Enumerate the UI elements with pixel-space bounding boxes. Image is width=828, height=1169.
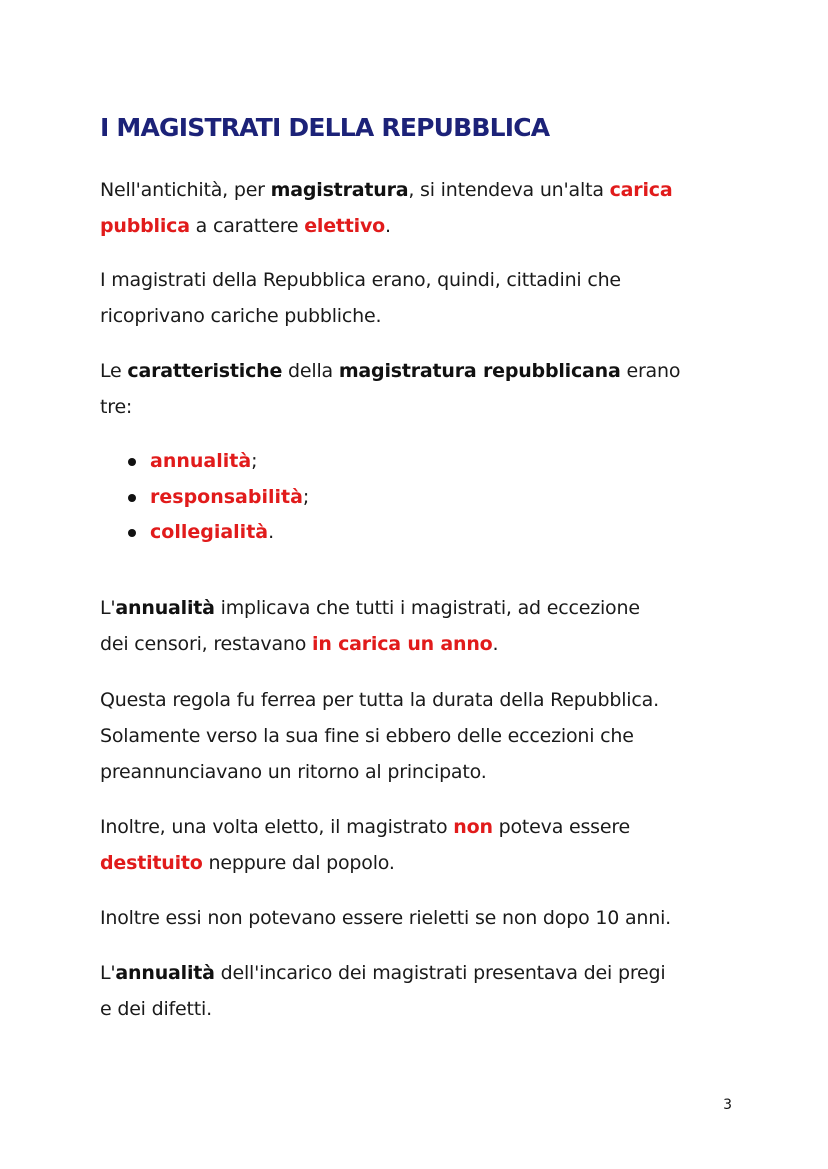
highlight-term: in carica un anno	[312, 632, 493, 655]
text-segment: dei censori, restavano	[100, 632, 313, 655]
highlight-term: destituito	[100, 851, 203, 874]
bold-term: magistratura repubblicana	[338, 360, 621, 382]
text-segment: e dei difetti.	[100, 997, 212, 1020]
paragraph-definition	[100, 172, 740, 244]
bullet-icon	[128, 529, 136, 537]
highlight-term: non	[453, 815, 493, 838]
list-item-label: collegialità	[150, 521, 269, 543]
text-segment: L'	[100, 596, 116, 619]
text-segment: dell'incarico dei magistrati presentava dei pregi	[214, 961, 666, 984]
page-title: I MAGISTRATI DELLA REPUBBLICA	[100, 113, 550, 142]
text-segment: tre:	[100, 396, 133, 418]
list-item	[128, 515, 740, 551]
text-line: I magistrati della Repubblica erano, quindi, cittadini che	[100, 269, 621, 291]
text-segment: implicava che tutti i magistrati, ad eccezione	[214, 596, 640, 619]
paragraph-rule	[100, 682, 740, 790]
paragraph-reelection: Inoltre essi non potevano essere rieletti se non dopo 10 anni.	[100, 906, 672, 929]
list-item-punct: .	[268, 521, 275, 543]
list-item	[128, 480, 740, 516]
paragraph-merits	[100, 955, 740, 1027]
paragraph-annuality	[100, 590, 740, 662]
highlight-term: carica	[609, 179, 673, 201]
characteristics-list	[100, 444, 740, 551]
bold-term: caratteristiche	[127, 360, 283, 382]
text-segment: , si intendeva un'alta	[408, 179, 610, 201]
paragraph-magistrates	[100, 262, 740, 334]
text-segment: della	[282, 360, 339, 382]
page-number: 3	[723, 1097, 732, 1113]
text-line: Questa regola fu ferrea per tutta la durata della Repubblica.	[100, 688, 659, 711]
text-line: ricoprivano cariche pubbliche.	[100, 305, 382, 327]
paragraph-removal	[100, 809, 740, 881]
text-line: preannunciavano un ritorno al principato.	[100, 760, 487, 783]
bullet-icon	[128, 458, 136, 466]
list-item-punct: ;	[302, 485, 310, 508]
bold-term: magistratura	[270, 179, 409, 201]
text-segment: poteva essere	[492, 815, 631, 838]
text-line: Solamente verso la sua fine si ebbero delle eccezioni che	[100, 724, 634, 747]
bullet-icon	[128, 494, 136, 502]
text-segment: erano	[620, 360, 681, 382]
list-item-label: annualità	[150, 450, 252, 472]
bold-term: annualità	[115, 596, 215, 619]
list-item	[128, 444, 740, 480]
text-segment: L'	[100, 961, 116, 984]
text-segment: a carattere	[189, 215, 305, 237]
text-segment: Nell'antichità, per	[100, 179, 271, 201]
text-segment: .	[385, 215, 391, 237]
document-page	[100, 100, 740, 1027]
list-item-label: responsabilità	[150, 485, 303, 508]
paragraph-characteristics	[100, 353, 740, 425]
text-segment: Inoltre, una volta eletto, il magistrato	[100, 815, 454, 838]
text-segment: neppure dal popolo.	[202, 851, 395, 874]
text-segment: .	[492, 632, 499, 655]
highlight-term: elettivo	[304, 215, 386, 237]
highlight-term: pubblica	[100, 215, 190, 237]
list-item-punct: ;	[251, 450, 258, 472]
bold-term: annualità	[115, 961, 215, 984]
text-segment: Le	[100, 360, 128, 382]
